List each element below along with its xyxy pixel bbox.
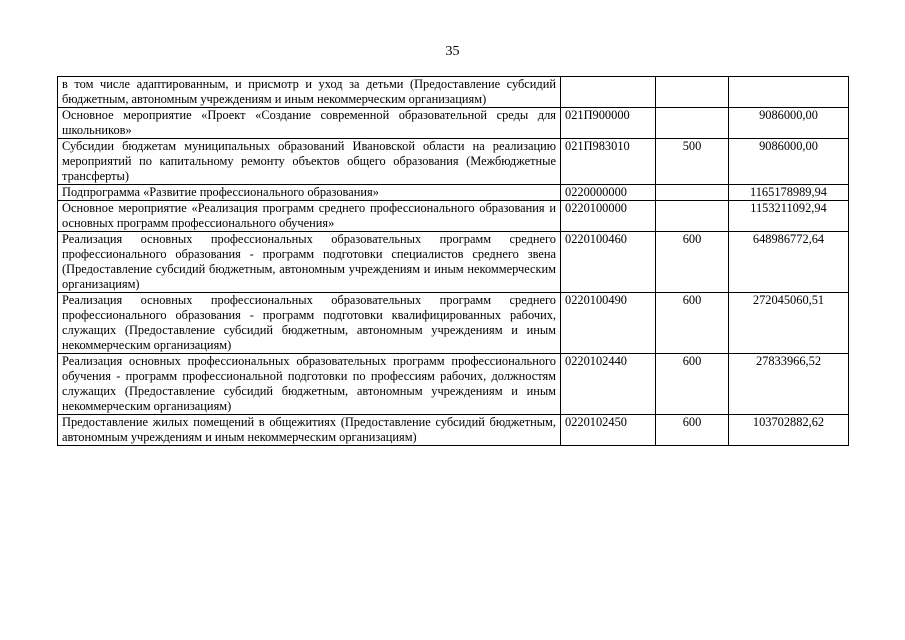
table-row xyxy=(58,185,849,201)
row-amount-cell: 1165178989,94 xyxy=(729,185,849,201)
table-row xyxy=(58,139,849,185)
row-code-cell xyxy=(561,77,656,108)
row-code-cell: 0220100490 xyxy=(561,293,656,354)
row-expense-type-cell xyxy=(656,77,729,108)
row-amount-cell: 9086000,00 xyxy=(729,108,849,139)
row-expense-type-cell: 600 xyxy=(656,293,729,354)
row-expense-type-cell: 500 xyxy=(656,139,729,185)
row-name-cell: Реализация основных профессиональных образовательных программ среднего профессионального образования - программ подготовки квалифицированных рабочих, служащих (Предоставление субсидий бюджетным, автономным учреждениям и иным некоммерческим организациям) xyxy=(58,293,561,354)
row-amount-cell: 27833966,52 xyxy=(729,354,849,415)
row-name-cell: Основное мероприятие «Реализация программ среднего профессионального образования и основных программ профессионального обучения» xyxy=(58,201,561,232)
row-name-cell: Основное мероприятие «Проект «Создание современной образовательной среды для школьников» xyxy=(58,108,561,139)
row-amount-cell: 1153211092,94 xyxy=(729,201,849,232)
row-expense-type-cell: 600 xyxy=(656,415,729,446)
row-amount-cell: 648986772,64 xyxy=(729,232,849,293)
row-code-cell: 0220100460 xyxy=(561,232,656,293)
row-amount-cell xyxy=(729,77,849,108)
row-name-cell: Реализация основных профессиональных образовательных программ профессионального обучения - программ профессиональной подготовки по профессиям рабочих, должностям служащих (Предоставление субсидий бюджетным, автономным учреждениям и иным некоммерческим организациям) xyxy=(58,354,561,415)
table-row xyxy=(58,201,849,232)
table-row xyxy=(58,293,849,354)
row-amount-cell: 103702882,62 xyxy=(729,415,849,446)
row-name-cell: Предоставление жилых помещений в общежитиях (Предоставление субсидий бюджетным, автономным учреждениям и иным некоммерческим организациям) xyxy=(58,415,561,446)
row-amount-cell: 9086000,00 xyxy=(729,139,849,185)
budget-table xyxy=(57,76,849,446)
table-row xyxy=(58,108,849,139)
row-expense-type-cell: 600 xyxy=(656,354,729,415)
row-code-cell: 021П900000 xyxy=(561,108,656,139)
row-name-cell: Подпрограмма «Развитие профессионального образования» xyxy=(58,185,561,201)
table-row xyxy=(58,77,849,108)
row-expense-type-cell xyxy=(656,201,729,232)
row-amount-cell: 272045060,51 xyxy=(729,293,849,354)
table-row xyxy=(58,354,849,415)
table-row xyxy=(58,232,849,293)
row-code-cell: 0220102450 xyxy=(561,415,656,446)
row-name-cell: Субсидии бюджетам муниципальных образований Ивановской области на реализацию мероприятий по капитальному ремонту объектов общего образования (Межбюджетные трансферты) xyxy=(58,139,561,185)
row-code-cell: 0220000000 xyxy=(561,185,656,201)
table-row xyxy=(58,415,849,446)
row-name-cell: Реализация основных профессиональных образовательных программ среднего профессионального образования - программ подготовки специалистов среднего звена (Предоставление субсидий бюджетным, автономным учреждениям и иным некоммерческим организациям) xyxy=(58,232,561,293)
row-code-cell: 021П983010 xyxy=(561,139,656,185)
row-code-cell: 0220102440 xyxy=(561,354,656,415)
row-expense-type-cell xyxy=(656,108,729,139)
row-expense-type-cell: 600 xyxy=(656,232,729,293)
row-code-cell: 0220100000 xyxy=(561,201,656,232)
row-expense-type-cell xyxy=(656,185,729,201)
row-name-cell: в том числе адаптированным, и присмотр и уход за детьми (Предоставление субсидий бюджетным, автономным учреждениям и иным некоммерческим организациям) xyxy=(58,77,561,108)
page-number: 35 xyxy=(445,44,460,59)
